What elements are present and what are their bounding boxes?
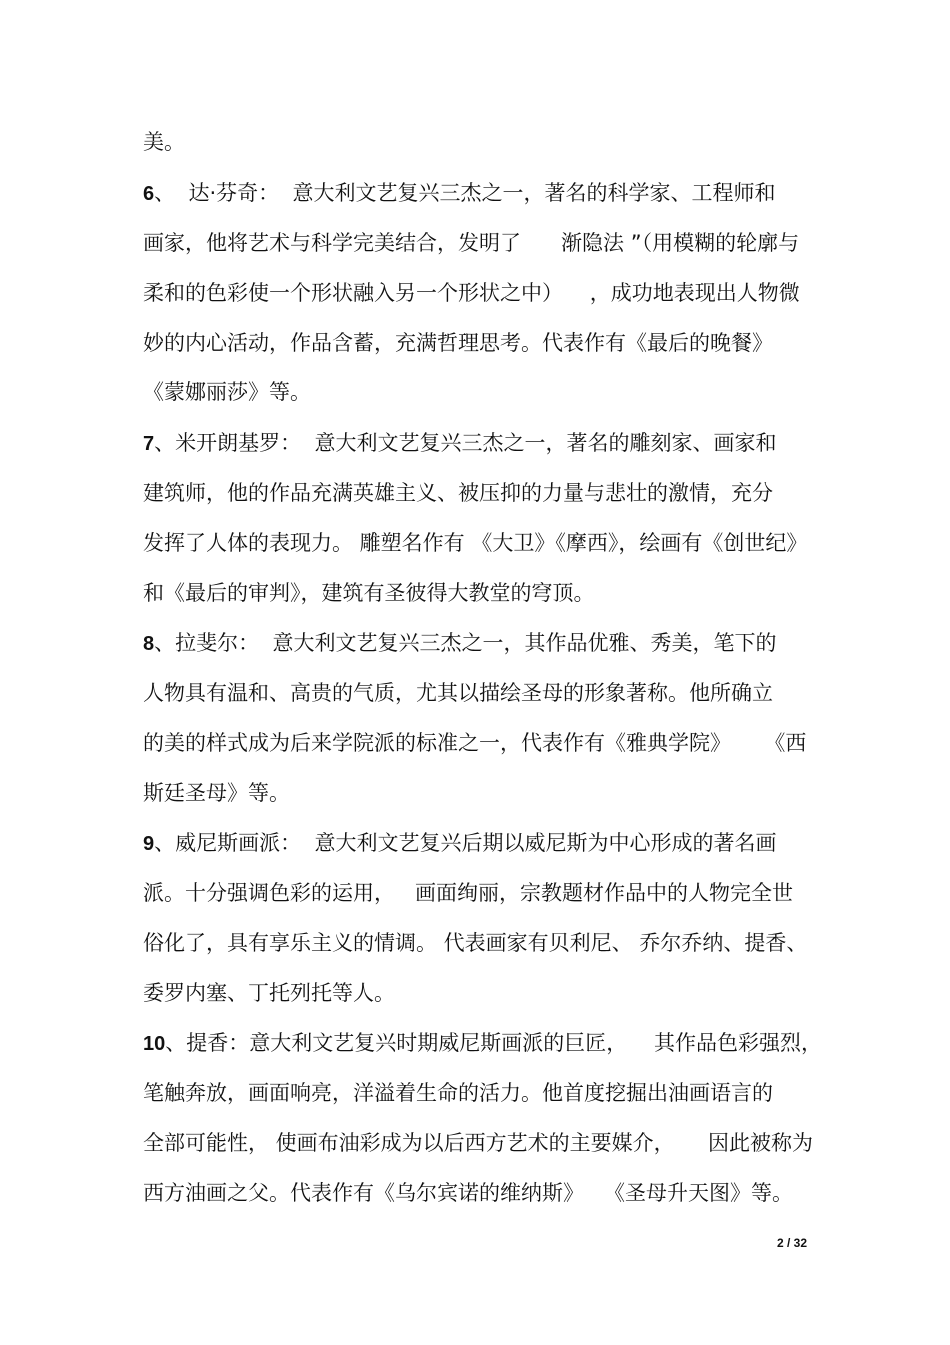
text-line: 西方油画之父。代表作有《乌尔宾诺的维纳斯》 《圣母升天图》等。 — [143, 1181, 794, 1205]
text-line: 笔触奔放，画面响亮，洋溢着生命的活力。他首度挖掘出油画语言的 — [143, 1081, 773, 1105]
text-line: 《蒙娜丽莎》等。 — [143, 380, 311, 404]
item-number: 10 — [143, 1033, 166, 1055]
text-line: 派。十分强调色彩的运用， 画面绚丽，宗教题材作品中的人物完全世 — [143, 881, 794, 905]
text-line: 9、威尼斯画派： 意大利文艺复兴后期以威尼斯为中心形成的著名画 — [143, 831, 777, 855]
text-line: 画家，他将艺术与科学完美结合，发明了 渐隐法 ”（用模糊的轮廓与 — [143, 231, 800, 255]
text-line: 建筑师，他的作品充满英雄主义、被压抑的力量与悲壮的激情，充分 — [143, 481, 773, 505]
text-line: 美。 — [143, 130, 185, 154]
item-number: 6 — [143, 183, 155, 205]
text-line: 全部可能性， 使画布油彩成为以后西方艺术的主要媒介， 因此被称为 — [143, 1131, 814, 1155]
text-line: 发挥了人体的表现力。 雕塑名作有 《大卫》《摩西》，绘画有《创世纪》 — [143, 531, 808, 555]
text-line: 斯廷圣母》等。 — [143, 781, 290, 805]
text-line: 柔和的色彩使一个形状融入另一个形状之中） ，成功地表现出人物微 — [143, 281, 800, 305]
text-line: 和《最后的审判》，建筑有圣彼得大教堂的穹顶。 — [143, 581, 595, 605]
text-line: 7、米开朗基罗： 意大利文艺复兴三杰之一，著名的雕刻家、画家和 — [143, 431, 777, 455]
item-number: 9 — [143, 833, 155, 855]
text-line: 的美的样式成为后来学院派的标准之一，代表作有《雅典学院》 《西 — [143, 731, 807, 755]
text-line: 俗化了，具有享乐主义的情调。 代表画家有贝利尼、 乔尔乔纳、提香、 — [143, 931, 808, 955]
item-number: 7 — [143, 433, 155, 455]
text-line: 10、提香：意大利文艺复兴时期威尼斯画派的巨匠， 其作品色彩强烈， — [143, 1031, 822, 1055]
text-line: 8、拉斐尔： 意大利文艺复兴三杰之一，其作品优雅、秀美，笔下的 — [143, 631, 777, 655]
text-line: 人物具有温和、高贵的气质，尤其以描绘圣母的形象著称。他所确立 — [143, 681, 773, 705]
text-line: 委罗内塞、丁托列托等人。 — [143, 981, 395, 1005]
text-line: 妙的内心活动，作品含蓄，充满哲理思考。代表作有《最后的晚餐》 — [143, 331, 773, 355]
page-indicator: 2 / 32 — [776, 1236, 807, 1250]
item-number: 8 — [143, 633, 155, 655]
text-line: 6、 达·芬奇： 意大利文艺复兴三杰之一，著名的科学家、工程师和 — [143, 181, 776, 205]
